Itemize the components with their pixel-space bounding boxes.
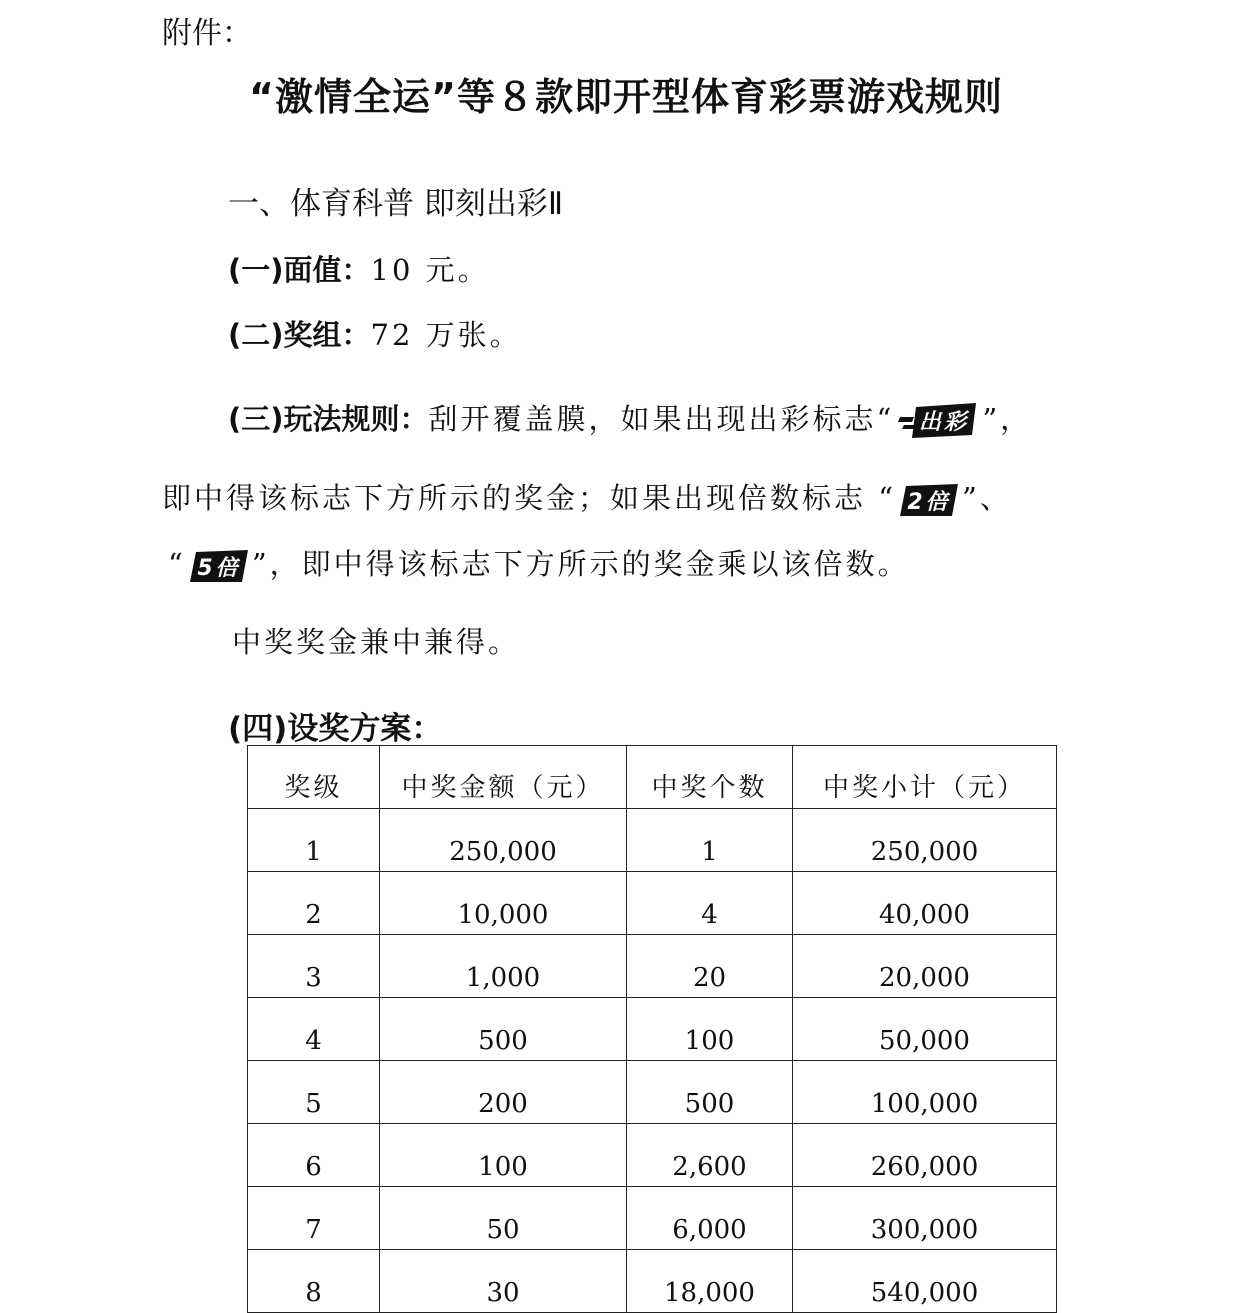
cell-amount: 50 xyxy=(380,1187,627,1250)
prize-group-line xyxy=(228,313,522,354)
cell-amount: 250,000 xyxy=(380,809,627,872)
rules-text-2: 即中得该标志下方所示的奖金；如果出现倍数标志 “ xyxy=(162,481,897,515)
header-subtotal: 中奖小计（元） xyxy=(793,746,1057,809)
prize-group-label: (二)奖组： xyxy=(228,318,371,352)
quintuple-multiplier-icon xyxy=(188,548,250,584)
svg-text:5倍: 5倍 xyxy=(197,556,241,581)
rules-label: (三)玩法规则： xyxy=(228,402,429,436)
rules-text-1-end: ”， xyxy=(982,402,1033,436)
cell-level: 5 xyxy=(248,1061,380,1124)
header-amount: 中奖金额（元） xyxy=(380,746,627,809)
cell-amount: 200 xyxy=(380,1061,627,1124)
cell-subtotal: 300,000 xyxy=(793,1187,1057,1250)
face-value-line xyxy=(228,248,490,289)
page-title: “激情全运”等８款即开型体育彩票游戏规则 xyxy=(249,75,1003,119)
cell-subtotal: 260,000 xyxy=(793,1124,1057,1187)
cell-amount: 1,000 xyxy=(380,935,627,998)
cell-count: 18,000 xyxy=(627,1250,793,1313)
chucai-logo-icon xyxy=(896,401,980,441)
cell-subtotal: 50,000 xyxy=(793,998,1057,1061)
table-row xyxy=(248,1187,1057,1250)
table-row xyxy=(248,998,1057,1061)
cell-count: 500 xyxy=(627,1061,793,1124)
table-row xyxy=(248,1124,1057,1187)
cell-amount: 30 xyxy=(380,1250,627,1313)
cell-level: 1 xyxy=(248,809,380,872)
cell-count: 6,000 xyxy=(627,1187,793,1250)
header-level: 奖级 xyxy=(248,746,380,809)
cell-subtotal: 540,000 xyxy=(793,1250,1057,1313)
face-value-label: (一)面值： xyxy=(228,253,371,287)
rules-text-3: ”，即中得该标志下方所示的奖金乘以该倍数。 xyxy=(251,547,910,581)
attachment-label: 附件： xyxy=(162,16,252,51)
cell-count: 2,600 xyxy=(627,1124,793,1187)
cell-subtotal: 20,000 xyxy=(793,935,1057,998)
prize-table-header-row xyxy=(248,746,1057,809)
cell-count: 1 xyxy=(627,809,793,872)
table-row xyxy=(248,872,1057,935)
header-count: 中奖个数 xyxy=(627,746,793,809)
table-row xyxy=(248,935,1057,998)
cell-subtotal: 250,000 xyxy=(793,809,1057,872)
cell-level: 7 xyxy=(248,1187,380,1250)
cell-amount: 10,000 xyxy=(380,872,627,935)
cell-count: 4 xyxy=(627,872,793,935)
cell-level: 6 xyxy=(248,1124,380,1187)
rules-text-3-start: “ xyxy=(168,547,186,581)
cell-subtotal: 40,000 xyxy=(793,872,1057,935)
rules-text-2-end: ”、 xyxy=(962,481,1012,515)
cell-count: 20 xyxy=(627,935,793,998)
rules-line-3 xyxy=(168,542,910,584)
face-value-text: 10 元。 xyxy=(370,253,490,287)
table-row xyxy=(248,1061,1057,1124)
cell-level: 3 xyxy=(248,935,380,998)
cell-level: 4 xyxy=(248,998,380,1061)
cell-count: 100 xyxy=(627,998,793,1061)
cell-level: 8 xyxy=(248,1250,380,1313)
rules-text-1: 刮开覆盖膜，如果出现出彩标志“ xyxy=(428,402,895,436)
cell-subtotal: 100,000 xyxy=(793,1061,1057,1124)
cell-level: 2 xyxy=(248,872,380,935)
rules-line-2 xyxy=(162,476,1012,518)
section-heading: 一、体育科普 即刻出彩Ⅱ xyxy=(228,186,564,222)
prize-table xyxy=(247,745,1057,1313)
prize-plan-label: (四)设奖方案： xyxy=(228,711,443,747)
rules-note: 中奖奖金兼中兼得。 xyxy=(232,625,521,659)
cell-amount: 500 xyxy=(380,998,627,1061)
svg-text:出彩: 出彩 xyxy=(919,410,970,435)
table-row xyxy=(248,809,1057,872)
cell-amount: 100 xyxy=(380,1124,627,1187)
table-row xyxy=(248,1250,1057,1313)
rules-line-1 xyxy=(228,397,1032,441)
prize-group-text: 72 万张。 xyxy=(370,318,522,352)
double-multiplier-icon xyxy=(898,482,960,518)
svg-text:2倍: 2倍 xyxy=(907,490,951,515)
